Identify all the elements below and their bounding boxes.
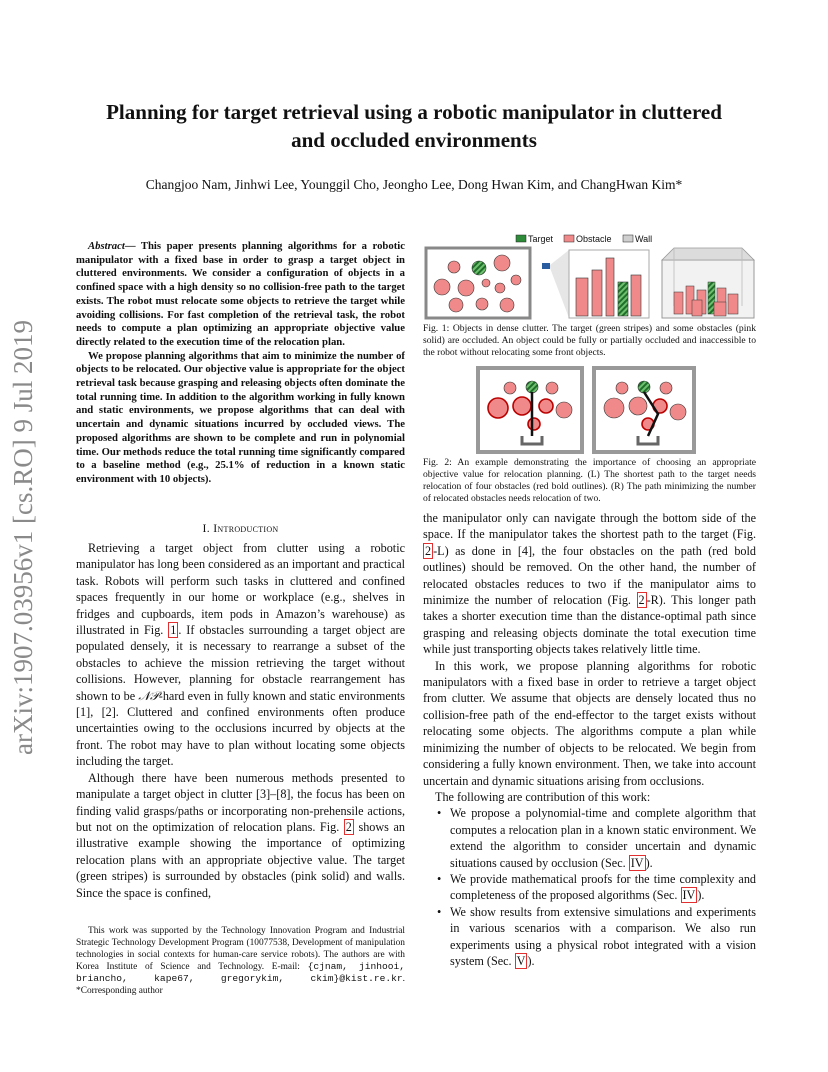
abstract-text-1: This paper presents planning algorithms for a robotic manipulator with a fixed base in order to grasp a target object in cluttered environments. We consider a configuration of objects in a confined space with a high density so no collision-free path to the target exists. The robot must relocate some objects to retrieve the target while avoiding collisions. For fast completion of the retrieval task, the robot needs to compute a plan optimizing an appropriate objective value directly related to the execution time of the relocation plan. <box>76 240 405 348</box>
figure-2-relocation-example <box>476 366 696 456</box>
contributions-intro: The following are contribution of this work: <box>435 789 651 804</box>
fig1-top-view <box>426 248 530 318</box>
figure-2-link[interactable]: 2 <box>345 819 352 834</box>
intro-paragraph-2: Although there have been numerous methods presented to manipulate a target object in clutter [3]–[8], the focus has been on finding valid grasps/paths or incorporating non-prehensile actions, but not on the optimization of relocation plans. Fig. 2 shows an illustrative example showing the importance of optimizing relocation plans with an appropriate objective value. The target (green stripes) is surrounded by obstacles (pink solid) and walls. Since the space is confined, <box>76 770 405 900</box>
bullet-1: • <box>437 806 442 821</box>
figure-1-link[interactable]: 1 <box>170 623 177 638</box>
fig2-right-panel <box>594 368 694 452</box>
abstract-paragraph-2: We propose planning algorithms that aim to minimize the number of objects to be relocated. Our objective value is appropriate for the object retrieval task because grasping and releasing objects often dominate the total running time. In addition to the algorithm working in fully known and static environments, we propose algorithms that can deal with uncertain and dynamic situations incurred by occluded views. The proposed algorithms are shown to be complete and run in polynomial time. Our methods reduce the total running time significantly compared to a baseline method (e.g., 25.1% of reduction in a known static environment with 10 objects). <box>76 349 405 485</box>
title-line-1: Planning for target retrieval using a robotic manipulator in cluttered <box>106 100 722 124</box>
figure-2-left-link[interactable]: 2 <box>425 543 432 558</box>
section-iv-link[interactable]: IV <box>630 855 644 870</box>
intro-paragraph-1: Retrieving a target object from clutter using a robotic manipulator has long been considered as an important and practical task. Robots will perform such tasks in cluttered and confined spaces frequently in our home or workplace (e.g., shelves in fridges and cupboards, item pods in Amazon’s warehouse) as illustrated in Fig. 1 . If obstacles surrounding a target object are populated densely, it is necessary to rearrange a subset of the obstacles to achieve the mission retrieving the target without collisions. However, planning for obstacle rearrangement has shown to be 𝒩𝒫-hard even in fully known and static environments [1], [2]. Cluttered and confined environments often produce uncertainties owing to the occlusions incurred by objects at the front. The robot may have to plan without locating some objects including the target. <box>76 541 406 769</box>
title-line-2: and occluded environments <box>291 128 537 152</box>
contribution-item: • We provide mathematical proofs for the time complexity and completeness of the proposed algorithms (Sec. IV ). <box>437 871 756 903</box>
bullet-2: • <box>437 871 442 886</box>
footnote-corresponding: . *Corresponding author <box>76 974 405 996</box>
footnote-funding-text: This work was supported by the Technology Innovation Program and Industrial Strategic Technology Development Program (10077538, Development of manipulation technologies in social contexts for human-care service robots). The authors are with Korea Institute of Science and Technology. E-mail: <box>76 926 405 972</box>
figure-1-caption: Fig. 1: Objects in dense clutter. The target (green stripes) and some obstacles (pink solid) are occluded. An object could be fully or partially occluded and inaccessible to the robot without relocating some front objects. <box>423 323 756 358</box>
abstract-paragraph-1: Abstract— This paper presents planning algorithms for a robotic manipulator with a fixed base in order to grasp a target object in cluttered environments. We consider a configuration of objects in a confined space with a high density so no collision-free path to the target exists. The robot must relocate some objects to retrieve the target while avoiding collisions. For fast completion of the retrieval task, the robot needs to compute a plan optimizing an appropriate objective value directly related to the execution time of the relocation plan. <box>76 240 405 348</box>
section-v-link[interactable]: V <box>516 953 526 968</box>
np-hard-symbol: 𝒩𝒫 <box>138 688 159 703</box>
bullet-3: • <box>437 904 442 919</box>
section-number: I. <box>202 521 210 535</box>
arxiv-identifier: arXiv:1907.03956v1 [cs.RO] 9 Jul 2019 <box>8 320 38 755</box>
fig1-legend <box>516 234 652 244</box>
legend-wall-swatch <box>623 235 633 242</box>
author-list: Changjoo Nam, Jinhwi Lee, Younggil Cho, Jeongho Lee, Dong Hwan Kim, and ChangHwan Kim* <box>145 177 683 192</box>
right-paragraph-2: In this work, we propose planning algorithms for robotic manipulators with a fixed base in order to retrieve a target object from clutter. We assume that objects are densely located thus no collision-free path of the end-effector to the target exists without relocating some objects. The algorithms compute a plan while minimizing the number of objects to be relocated. We begin from considering a fully known environment. Then, we take into account uncertain and dynamic situations arising from occlusions. <box>423 658 756 788</box>
legend-obstacle-label: Obstacle <box>576 234 612 244</box>
footnote-emails: {cjnam, jinhooi, briancho, kape67, gregorykim, ckim}@kist.re.kr <box>76 961 405 984</box>
legend-obstacle-swatch <box>564 235 574 242</box>
legend-target-swatch <box>516 235 526 242</box>
arxiv-identifier-stamp <box>0 300 42 760</box>
abstract-label: Abstract <box>88 240 125 252</box>
section-heading-introduction <box>76 521 405 536</box>
abstract <box>76 240 405 487</box>
contribution-item: • We show results from extensive simulations and experiments in various scenarios with a comparison. We also run experiments using a physical robot integrated with a vision system (Sec. V ). <box>437 904 756 968</box>
contribution-list <box>423 805 756 969</box>
section-iv-link[interactable]: IV <box>682 888 696 903</box>
legend-wall-label: Wall <box>635 234 653 244</box>
introduction-body <box>76 540 405 901</box>
figure-2-right-link[interactable]: 2 <box>638 593 645 608</box>
footnote <box>76 925 405 997</box>
legend-target-label: Target <box>528 234 554 244</box>
camera-icon <box>542 263 550 269</box>
paper-title <box>60 98 768 154</box>
section-title: Introduction <box>213 521 279 535</box>
figure-2-caption: Fig. 2: An example demonstrating the importance of choosing an appropriate objective value for relocation planning. (L) The shortest path to the target needs relocation of four obstacles (red bold outlines). (R) The path minimizing the number of relocated obstacles needs relocation of two. <box>423 457 756 504</box>
contribution-item: • We propose a polynomial-time and complete algorithm that computes a relocation plan in a known static environment. We extend the algorithm to consider uncertain and dynamic situations caused by occlusion (Sec. IV ). <box>437 806 756 870</box>
right-paragraph-1: the manipulator only can navigate through the bottom side of the space. If the manipulator takes the shortest path to the target (Fig. 2 -L) as done in [4], the four obstacles on the path (red bold outlines) should be removed. On the other hand, the number of relocated obstacles reduces to two if the manipulator aims to minimize the number of relocation (Fig. 2 -R). This longer path takes a shorter execution time than the distance-optimal path since grasping and releasing objects dominate the total execution time while just transporting objects takes relatively little time. <box>423 511 757 657</box>
fig2-left-panel <box>478 368 582 452</box>
right-column-body <box>423 510 756 969</box>
figure-1-clutter-illustration <box>424 230 756 322</box>
fig1-camera-view <box>542 250 649 318</box>
fig1-perspective-view <box>662 248 754 318</box>
